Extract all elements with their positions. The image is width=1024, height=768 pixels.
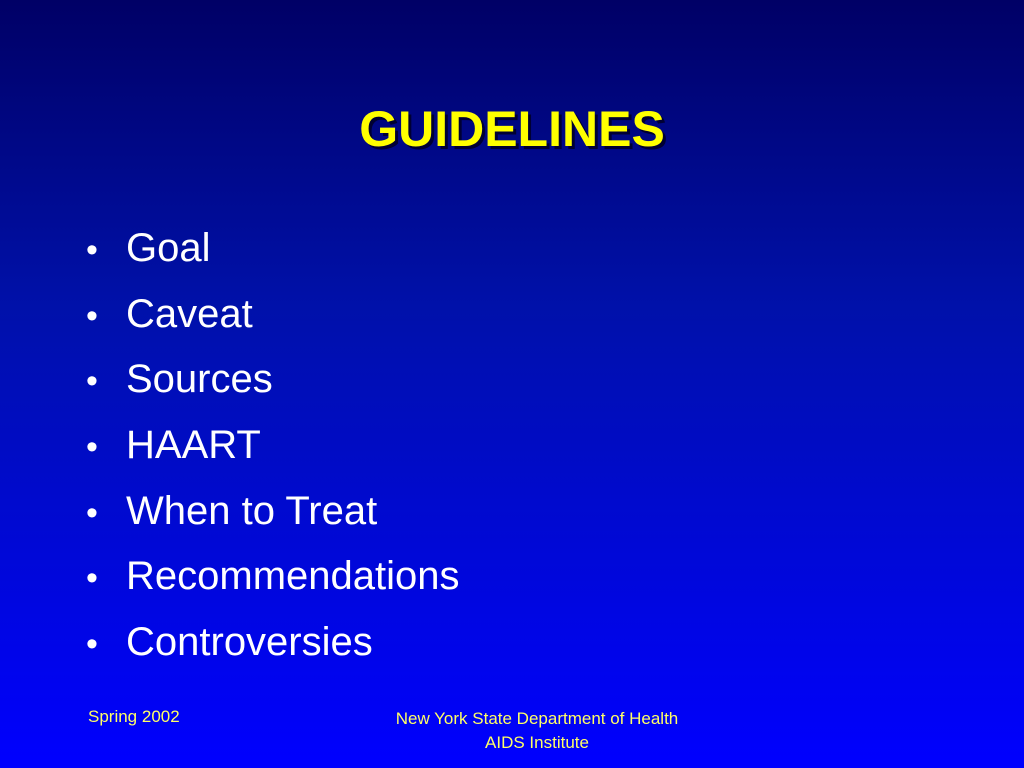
bullet-item-sources	[86, 357, 460, 423]
slide-title: GUIDELINES	[359, 101, 665, 157]
bullet-icon: •	[86, 559, 98, 598]
bullet-icon: •	[86, 493, 98, 532]
bullet-text: Goal	[126, 226, 211, 270]
bullet-item-goal	[86, 226, 460, 292]
bullet-text: Recommendations	[126, 554, 460, 599]
footer-organization-line1: New York State Department of Health	[395, 709, 679, 728]
bullet-item-when-to-treat	[86, 489, 460, 555]
footer-date: Spring 2002	[88, 707, 180, 726]
footer-organization-line2: AIDS Institute	[485, 733, 589, 752]
bullet-icon: •	[86, 428, 98, 467]
bullet-item-haart	[86, 423, 460, 489]
bullet-icon: •	[86, 231, 98, 269]
bullet-text: Sources	[126, 357, 273, 402]
bullet-item-controversies	[86, 620, 460, 686]
bullet-item-recommendations	[86, 554, 460, 620]
bullet-text: Caveat	[126, 291, 253, 336]
bullet-list	[86, 226, 460, 686]
bullet-icon: •	[86, 296, 98, 335]
bullet-item-caveat	[86, 292, 460, 358]
bullet-text: When to Treat	[126, 488, 378, 533]
bullet-icon: •	[86, 362, 98, 401]
bullet-text: HAART	[126, 423, 261, 468]
footer-organization	[332, 707, 742, 755]
bullet-text: Controversies	[126, 620, 373, 665]
bullet-icon: •	[86, 625, 98, 664]
